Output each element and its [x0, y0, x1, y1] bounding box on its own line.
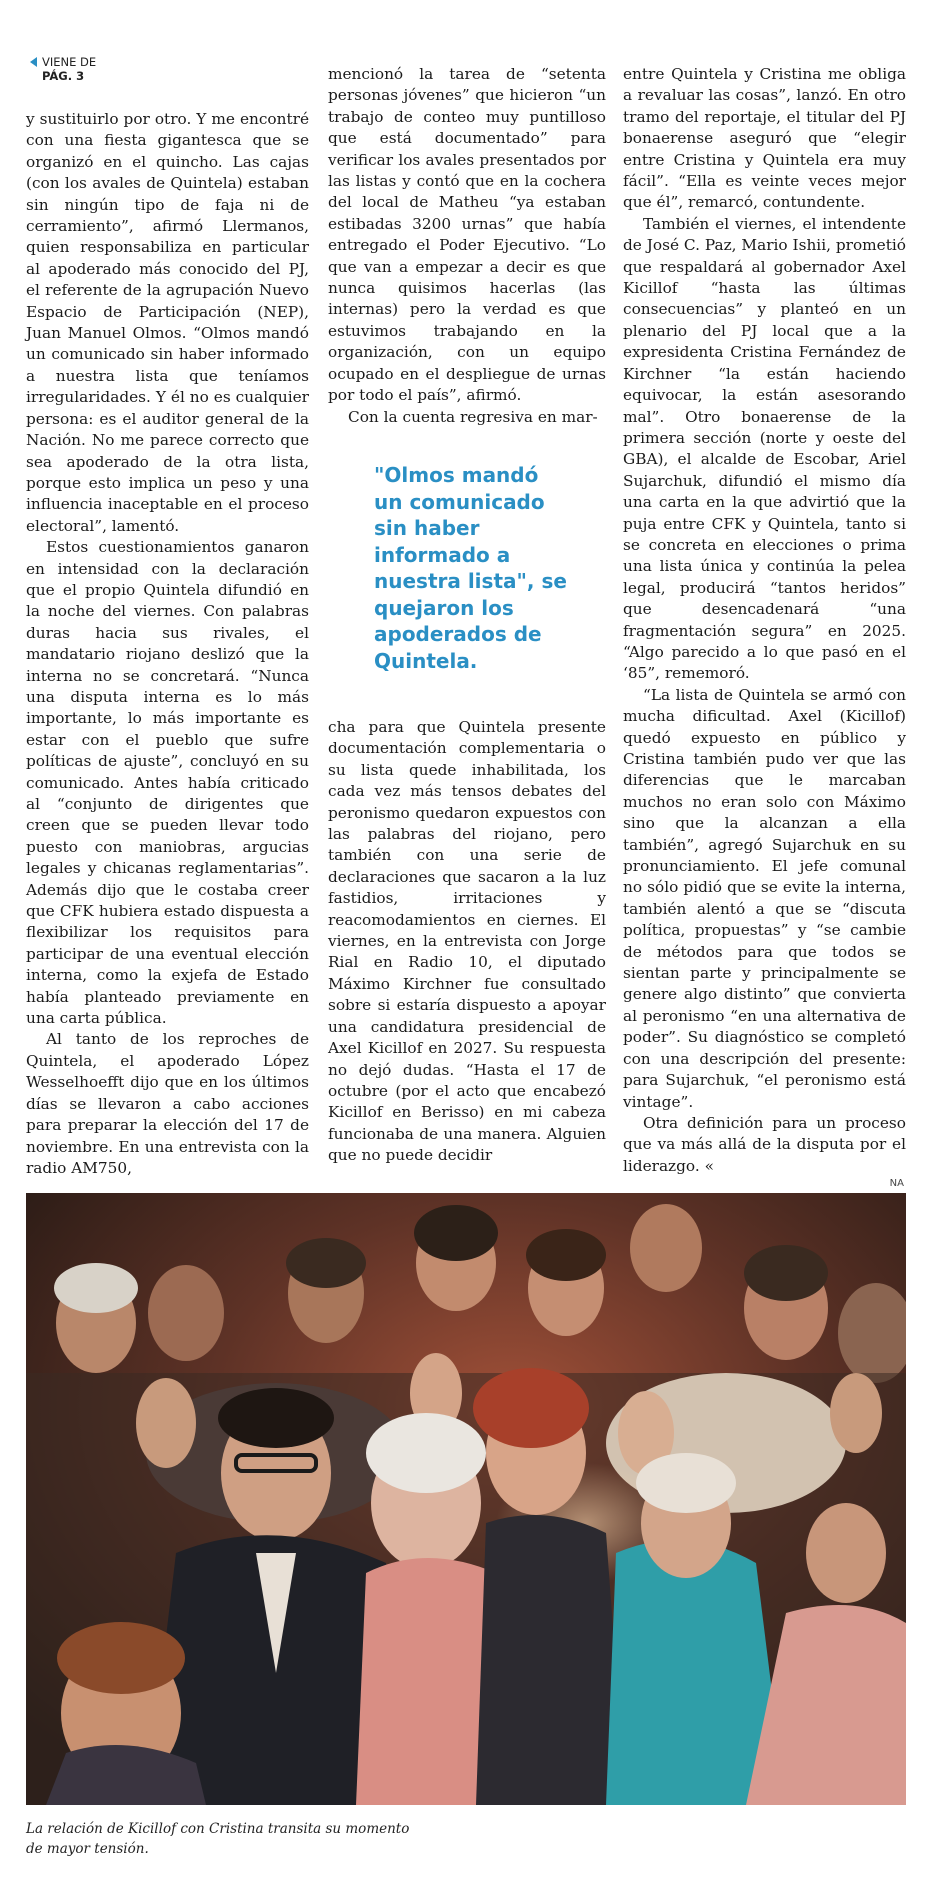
article-column-1 [26, 109, 309, 1179]
paragraph: También el viernes, el intendente de José C. Paz, Mario Ishii, prometió que respaldará al gobernador Axel Kicillof “hasta las últimas consecuencias” y planteó en un plenario del PJ local que a la expresidenta Cristina Fernández de Kirchner “la están haciendo equivocar, la están asesorando mal”. Otro bonaerense de la primera sección (norte y oeste del GBA), el alcalde de Escobar, Ariel Sujarchuk, difundió el mismo día una carta en la que advirtió que la puja entre CFK y Quintela, tanto si se concreta en elecciones o prima una lista única y continúa la pelea legal, producirá “tantos heridos” que desencadenará “una fragmentación segura” en 2025. “Algo parecido a lo que pasó en el ‘85”, rememoró. [623, 214, 906, 683]
continued-from-marker [30, 55, 96, 83]
paragraph: Otra definición para un proceso que va más allá de la disputa por el liderazgo. « [623, 1113, 906, 1175]
article-column-3 [623, 64, 906, 1177]
left-arrow-icon [30, 57, 37, 67]
pull-quote: "Olmos mandó un comunicado sin haber informado a nuestra lista", se quejaron los apoderados de Quintela. [374, 463, 567, 673]
paragraph: Con la cuenta regresiva en mar- [348, 407, 598, 426]
photo-caption-line: La relación de Kicillof con Cristina transita su momento [26, 1821, 410, 1837]
paragraph: entre Quintela y Cristina me obliga a revaluar las cosas”, lanzó. En otro tramo del reportaje, el titular del PJ bonaerense aseguró que “elegir entre Cristina y Quintela era muy fácil”. “Ella es veinte veces mejor que él”, remarcó, contundente. [623, 65, 906, 212]
photo-credit: NA [889, 1178, 904, 1189]
news-photo [26, 1193, 906, 1805]
paragraph: “La lista de Quintela se armó con mucha dificultad. Axel (Kicillof) quedó expuesto en público y Cristina también pudo ver que las diferencias que le marcaban muchos no eran solo con Máximo sino que la alcanzan a ella también”, agregó Sujarchuk en su pronunciamiento. El jefe comunal no sólo pidió que se evite la interna, también alentó a que se “discuta política, propuestas” y “se cambie de métodos para que todos se sientan parte y principalmente se genere algo distinto” que convierta al peronismo “en una alternativa de poder”. Su diagnóstico se completó con una descripción del presente: para Sujarchuk, “el peronismo está vintage”. [623, 685, 906, 1111]
paragraph: cha para que Quintela presente documentación complementaria o su lista quede inhabilitada, los cada vez más tensos debates del peronismo quedaron expuestos con las palabras del riojano, pero también con una serie de declaraciones que sacaron a la luz fastidios, irritaciones y reacomodamientos en ciernes. El viernes, en la entrevista con Jorge Rial en Radio 10, el diputado Máximo Kirchner fue consultado sobre si estaría dispuesto a apoyar una candidatura presidencial de Axel Kicillof en 2027. Su respuesta no dejó dudas. “Hasta el 17 de octubre (por el acto que encabezó Kicillof en Berisso) en mi cabeza funcionaba de una manera. Alguien que no puede decidir [328, 718, 606, 1165]
continued-from-label: VIENE DE [42, 55, 97, 69]
article-column-2-top [328, 64, 606, 428]
article-column-2-bottom [328, 717, 606, 1167]
crowd-photo-illustration [26, 1193, 906, 1805]
paragraph: mencionó la tarea de “setenta personas jóvenes” que hicieron “un trabajo de conteo muy puntilloso que está documentado” para verificar los avales presentados por las listas y contó que en la cochera del local de Matheu “ya estaban estibadas 3200 urnas” que había entregado el Poder Ejecutivo. “Lo que van a empezar a decir es que nunca quisimos hacerlas (las internas) pero la verdad es que estuvimos trabajando en la organización, con un equipo ocupado en el despliegue de urnas por todo el país”, afirmó. [328, 65, 606, 405]
paragraph: y sustituirlo por otro. Y me encontré con una fiesta gigantesca que se organizó en el quincho. Las cajas (con los avales de Quintela) estaban sin ningún tipo de faja ni de cerramiento”, afirmó Llermanos, quien responsabiliza en particular al apoderado más conocido del PJ, el referente de la agrupación Nuevo Espacio de Participación (NEP), Juan Manuel Olmos. “Olmos mandó un comunicado sin haber informado a nuestra lista que teníamos irregularidades. Y él no es cualquier persona: es el auditor general de la Nación. No me parece correcto que sea apoderado de la otra lista, porque esto implica un peso y una influencia inaceptable en el proceso electoral”, lamentó. [26, 110, 309, 535]
continued-from-page: PÁG. 3 [42, 69, 85, 83]
paragraph: Estos cuestionamientos ganaron en intensidad con la declaración que el propio Quintela difundió en la noche del viernes. Con palabras duras hacia sus rivales, el mandatario riojano deslizó que la interna no se concretará. “Nunca una disputa interna es lo más importante, lo más importante es estar con el pueblo que sufre políticas de ajuste”, concluyó en su comunicado. Antes había criticado al “conjunto de dirigentes que creen que se pueden llevar todo puesto con maniobras, argucias legales y chicanas reglamentarias”. Además dijo que le costaba creer que CFK hubiera estado dispuesta a flexibilizar los requisitos para participar de una eventual elección interna, como la exjefa de Estado había planteado previamente en una carta pública. [26, 538, 309, 1028]
photo-caption-line: de mayor tensión. [26, 1841, 149, 1857]
photo-caption [26, 1819, 426, 1859]
paragraph: Al tanto de los reproches de Quintela, el apoderado López Wesselhoefft dijo que en los últimos días se llevaron a cabo acciones para preparar la elección del 17 de noviembre. En una entrevista con la radio AM750, [26, 1030, 309, 1177]
